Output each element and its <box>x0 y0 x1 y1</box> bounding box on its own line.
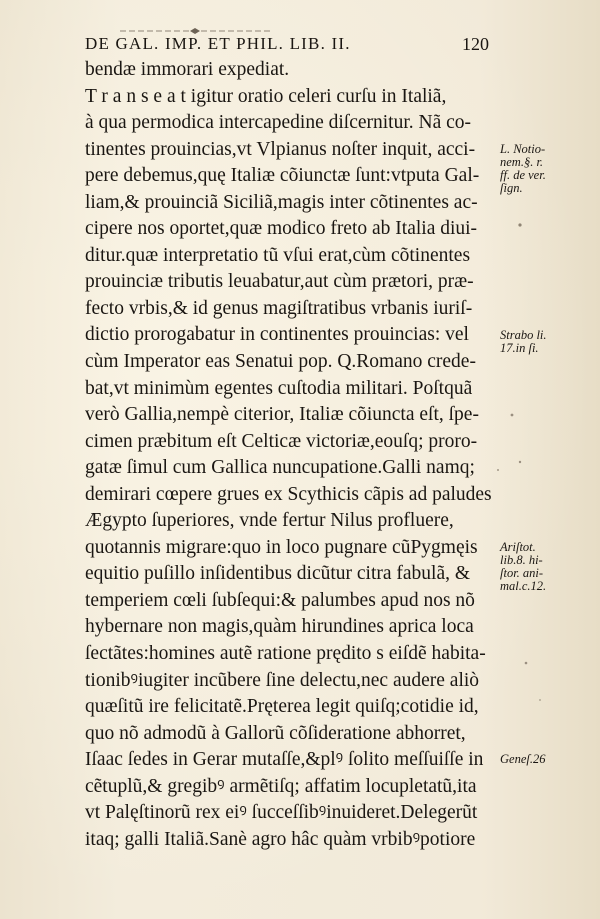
margin-note-line: Strabo li. <box>500 327 547 342</box>
margin-note-line: ſign. <box>500 180 523 195</box>
text-line: hybernare non magis,quàm hirundines aprica loca <box>85 616 474 638</box>
margin-note-line: Geneſ.26 <box>500 752 546 767</box>
text-line: Iſaac ſedes in Gerar mutaſſe,&plꝰ ſolito meſſuiſſe in <box>85 749 484 771</box>
text-line: fecto vrbis,& id genus magiſtratibus vrbanis iuriſ- <box>85 297 473 319</box>
text-line: Ægypto ſuperiores, vnde fertur Nilus profluere, <box>85 510 454 532</box>
text-line: cipere nos oportet,quæ modico freto ab Italia diui- <box>85 218 478 240</box>
page-number: 120 <box>462 34 489 54</box>
text-line: cimen præbitum eſt Celticæ victoriæ,eouſq; proro- <box>85 430 478 452</box>
text-line: T r a n s e a t igitur oratio celeri curſu in Italiã, <box>85 85 447 107</box>
margin-note-line: 17.in ſi. <box>500 340 539 355</box>
margin-note-line: nem.§. r. <box>500 154 544 169</box>
text-line: cẽtuplũ,& gregibꝰ armẽtiſq; affatim locupletatũ,ita <box>85 775 477 797</box>
text-line: bendæ immorari expediat. <box>85 59 290 80</box>
margin-note-line: ff. de ver. <box>500 167 546 182</box>
text-line: quotannis migrare:quo in loco pugnare cũPygmęis <box>85 536 478 558</box>
text-line: gatæ ſimul cum Gallica nuncupatione.Galli namq; <box>85 457 475 479</box>
text-line: temperiem cœli ſubſequi:& palumbes apud nos nõ <box>85 589 475 611</box>
text-line: prouinciæ tributis leuabatur,aut cùm prætori, præ- <box>85 271 474 293</box>
running-head: DE GAL. IMP. ET PHIL. LIB. II. <box>85 34 351 53</box>
text-line: vt Palęſtinorũ rex eiꝰ ſucceſſibꝰinuideret.Delegerũt <box>85 802 478 824</box>
text-line: ſectãtes:homines autẽ ratione prędito s eiſdẽ habita- <box>85 643 486 665</box>
text-line: tionibꝰiugiter incũbere ſine delectu,nec audere aliò <box>85 669 480 691</box>
margin-note-line: ſtor. ani- <box>500 565 544 580</box>
text-line: quæſitũ ire felicitatẽ.Pręterea legit quiſq;cotidie id, <box>85 696 479 718</box>
text-line: cùm Imperator eas Senatui pop. Q.Romano crede- <box>85 351 476 373</box>
text-line: equitio puſillo inſidentibus dicũtur citra fabulã, & <box>85 563 471 585</box>
text-line: dictio prorogabatur in continentes prouincias: vel <box>85 324 469 346</box>
margin-note-line: L. Notio- <box>500 141 546 156</box>
text-line: à qua permodica intercapedine diſcernitur. Nã co- <box>85 112 472 134</box>
margin-note-line: lib.8. hi- <box>500 552 543 567</box>
text-line: liam,& prouinciã Siciliã,magis inter cõtinentes ac- <box>85 191 478 213</box>
text-line: bat,vt minimùm egentes cuſtodia militari. Poſtquã <box>85 377 473 399</box>
text-line: verò Gallia,nempè citerior, Italiæ cõiuncta eſt, ſpe- <box>85 404 479 426</box>
text-line: tinentes prouincias,vt Vlpianus noſter inquit, acci- <box>85 138 476 160</box>
text-line: demirari cœpere grues ex Scythicis cãpis ad paludes <box>85 483 492 505</box>
text-line: quo nõ admodũ à Gallorũ cõſideratione abhorret, <box>85 722 466 744</box>
text-line: pere debemus,quę Italiæ cõiunctæ ſunt:vtputa Gal- <box>85 165 480 187</box>
text-line: itaq; galli Italiã.Sanè agro hâc quàm vrbibꝰpotiore <box>85 828 476 850</box>
text-line: ditur.quæ interpretatio tũ vſui erat,cùm cõtinentes <box>85 244 471 266</box>
margin-note-line: Ariſtot. <box>500 539 536 554</box>
margin-note-line: mal.c.12. <box>500 578 547 593</box>
